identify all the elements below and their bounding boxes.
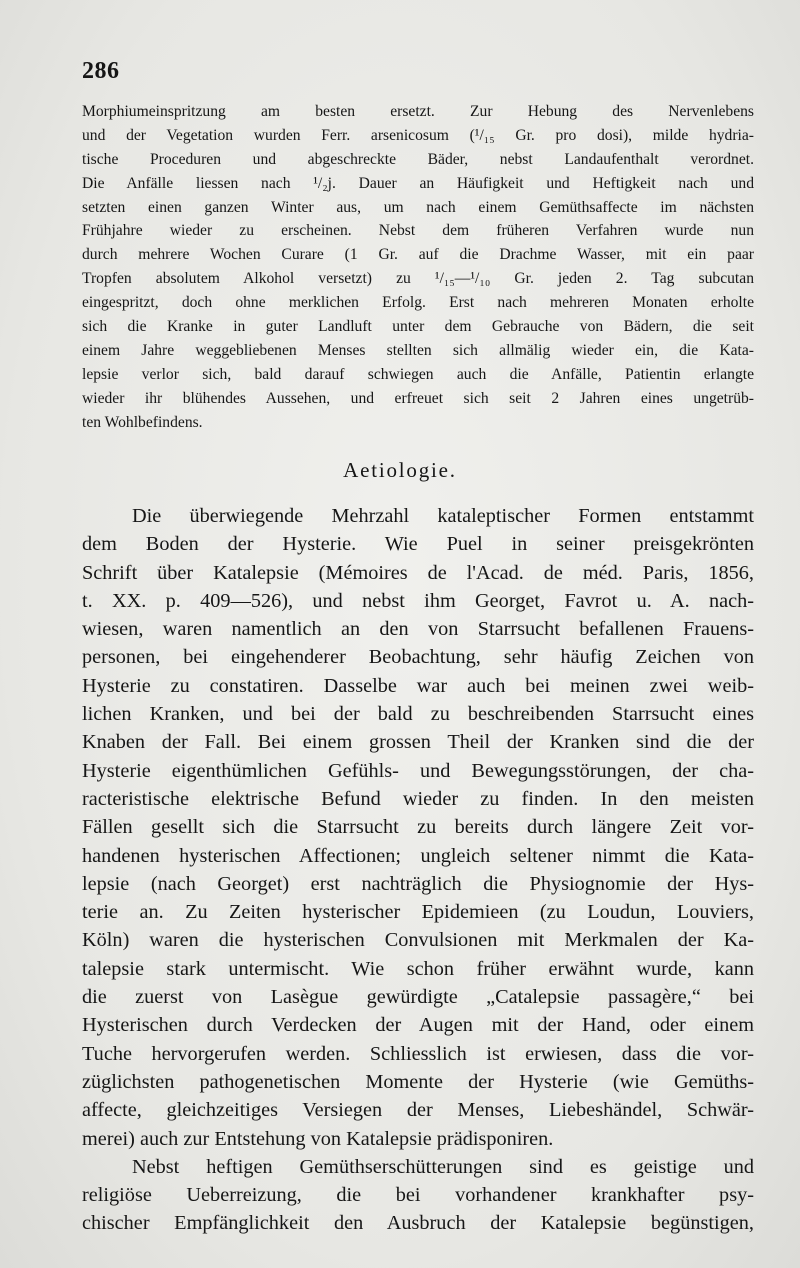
text-line: Tropfen absolutem Alkohol versetzt) zu ¹/₁₅—¹/₁₀ Gr. jeden 2. Tag subcutan — [82, 270, 754, 288]
text-line: Hysterie zu constatiren. Dasselbe war auch bei meinen zwei weib- — [82, 674, 754, 697]
text-line: dem Boden der Hysterie. Wie Puel in seiner preisgekrönten — [82, 533, 754, 556]
text-line: wieder ihr blühendes Aussehen, und erfreuet sich seit 2 Jahren eines ungetrüb- — [82, 389, 754, 407]
aetiology-section-body — [82, 502, 754, 1238]
text-line: Die überwiegende Mehrzahl kataleptischer Formen entstammt — [132, 505, 754, 527]
text-line: Knaben der Fall. Bei einem grossen Theil der Kranken sind die der — [82, 731, 754, 754]
text-line: setzten einen ganzen Winter aus, um nach einem Gemüthsaffecte im nächsten — [82, 198, 754, 216]
text-line: merei) auch zur Entstehung von Katalepsie prädisponiren. — [82, 1127, 554, 1150]
text-line: durch mehrere Wochen Curare (1 Gr. auf die Drachme Wasser, mit ein paar — [82, 246, 754, 264]
text-line: tische Proceduren und abgeschreckte Bäder, nebst Landaufenthalt verordnet. — [82, 150, 754, 168]
text-line: personen, bei eingehenderer Beobachtung, sehr häufig Zeichen von — [82, 646, 754, 669]
text-line: Tuche hervorgerufen werden. Schliesslich ist erwiesen, dass die vor- — [82, 1042, 754, 1065]
text-line: Köln) waren die hysterischen Convulsionen mit Merkmalen der Ka- — [82, 929, 754, 952]
text-line: und der Vegetation wurden Ferr. arsenicosum (¹/₁₅ Gr. pro dosi), milde hydria- — [82, 126, 754, 144]
text-line: die zuerst von Lasègue gewürdigte „Catalepsie passagère,“ bei — [82, 986, 754, 1009]
text-line: Nebst heftigen Gemüthserschütterungen sind es geistige und — [132, 1155, 754, 1178]
text-line: züglichsten pathogenetischen Momente der Hysterie (wie Gemüths- — [82, 1070, 754, 1093]
text-line: ten Wohlbefindens. — [82, 413, 203, 431]
page-number: 286 — [82, 58, 120, 84]
text-line: lepsie verlor sich, bald darauf schwiegen auch die Anfälle, Patientin erlangte — [82, 365, 754, 383]
text-line: Hysterischen durch Verdecken der Augen mit der Hand, oder einem — [82, 1014, 754, 1037]
text-line: talepsie stark untermischt. Wie schon früher erwähnt wurde, kann — [82, 957, 754, 980]
text-line: affecte, gleichzeitiges Versiegen der Menses, Liebeshändel, Schwär- — [82, 1099, 754, 1122]
text-line: Die Anfälle liessen nach ¹/₂j. Dauer an Häufigkeit und Heftigkeit nach und — [82, 174, 754, 192]
text-line: handenen hysterischen Affectionen; ungleich seltener nimmt die Kata- — [82, 844, 754, 867]
text-line: racteristische elektrische Befund wieder zu finden. In den meisten — [82, 787, 754, 810]
text-line: lepsie (nach Georget) erst nachträglich die Physiognomie der Hys- — [82, 872, 754, 895]
text-line: eingespritzt, doch ohne merklichen Erfolg. Erst nach mehreren Monaten erholte — [82, 294, 754, 312]
text-line: Frühjahre wieder zu erscheinen. Nebst dem früheren Verfahren wurde nun — [82, 222, 754, 240]
text-line: religiöse Ueberreizung, die bei vorhandener krankhafter psy- — [82, 1184, 754, 1207]
text-line: Morphiumeinspritzung am besten ersetzt. Zur Hebung des Nervenlebens — [82, 103, 754, 120]
section-heading: Aetiologie. — [343, 458, 457, 482]
text-line: t. XX. p. 409—526), und nebst ihm Georget, Favrot u. A. nach- — [82, 589, 754, 612]
text-line: Hysterie eigenthümlichen Gefühls- und Bewegungsstörungen, der cha- — [82, 759, 754, 782]
text-line: einem Jahre weggebliebenen Menses stellten sich allmälig wieder ein, die Kata- — [82, 341, 754, 359]
text-line: wiesen, waren namentlich an den von Starrsucht befallenen Frauens- — [82, 618, 754, 641]
text-line: chischer Empfänglichkeit den Ausbruch der Katalepsie begünstigen, — [82, 1212, 754, 1235]
text-line: sich die Kranke in guter Landluft unter dem Gebrauche von Bädern, die seit — [82, 318, 754, 336]
case-report-paragraph — [82, 100, 754, 434]
text-line: Fällen gesellt sich die Starrsucht zu bereits durch längere Zeit vor- — [82, 816, 754, 839]
text-line: Schrift über Katalepsie (Mémoires de l'Acad. de méd. Paris, 1856, — [82, 561, 754, 584]
text-line: lichen Kranken, und bei der bald zu beschreibenden Starrsucht eines — [82, 703, 754, 726]
text-line: terie an. Zu Zeiten hysterischer Epidemieen (zu Loudun, Louviers, — [82, 901, 754, 924]
